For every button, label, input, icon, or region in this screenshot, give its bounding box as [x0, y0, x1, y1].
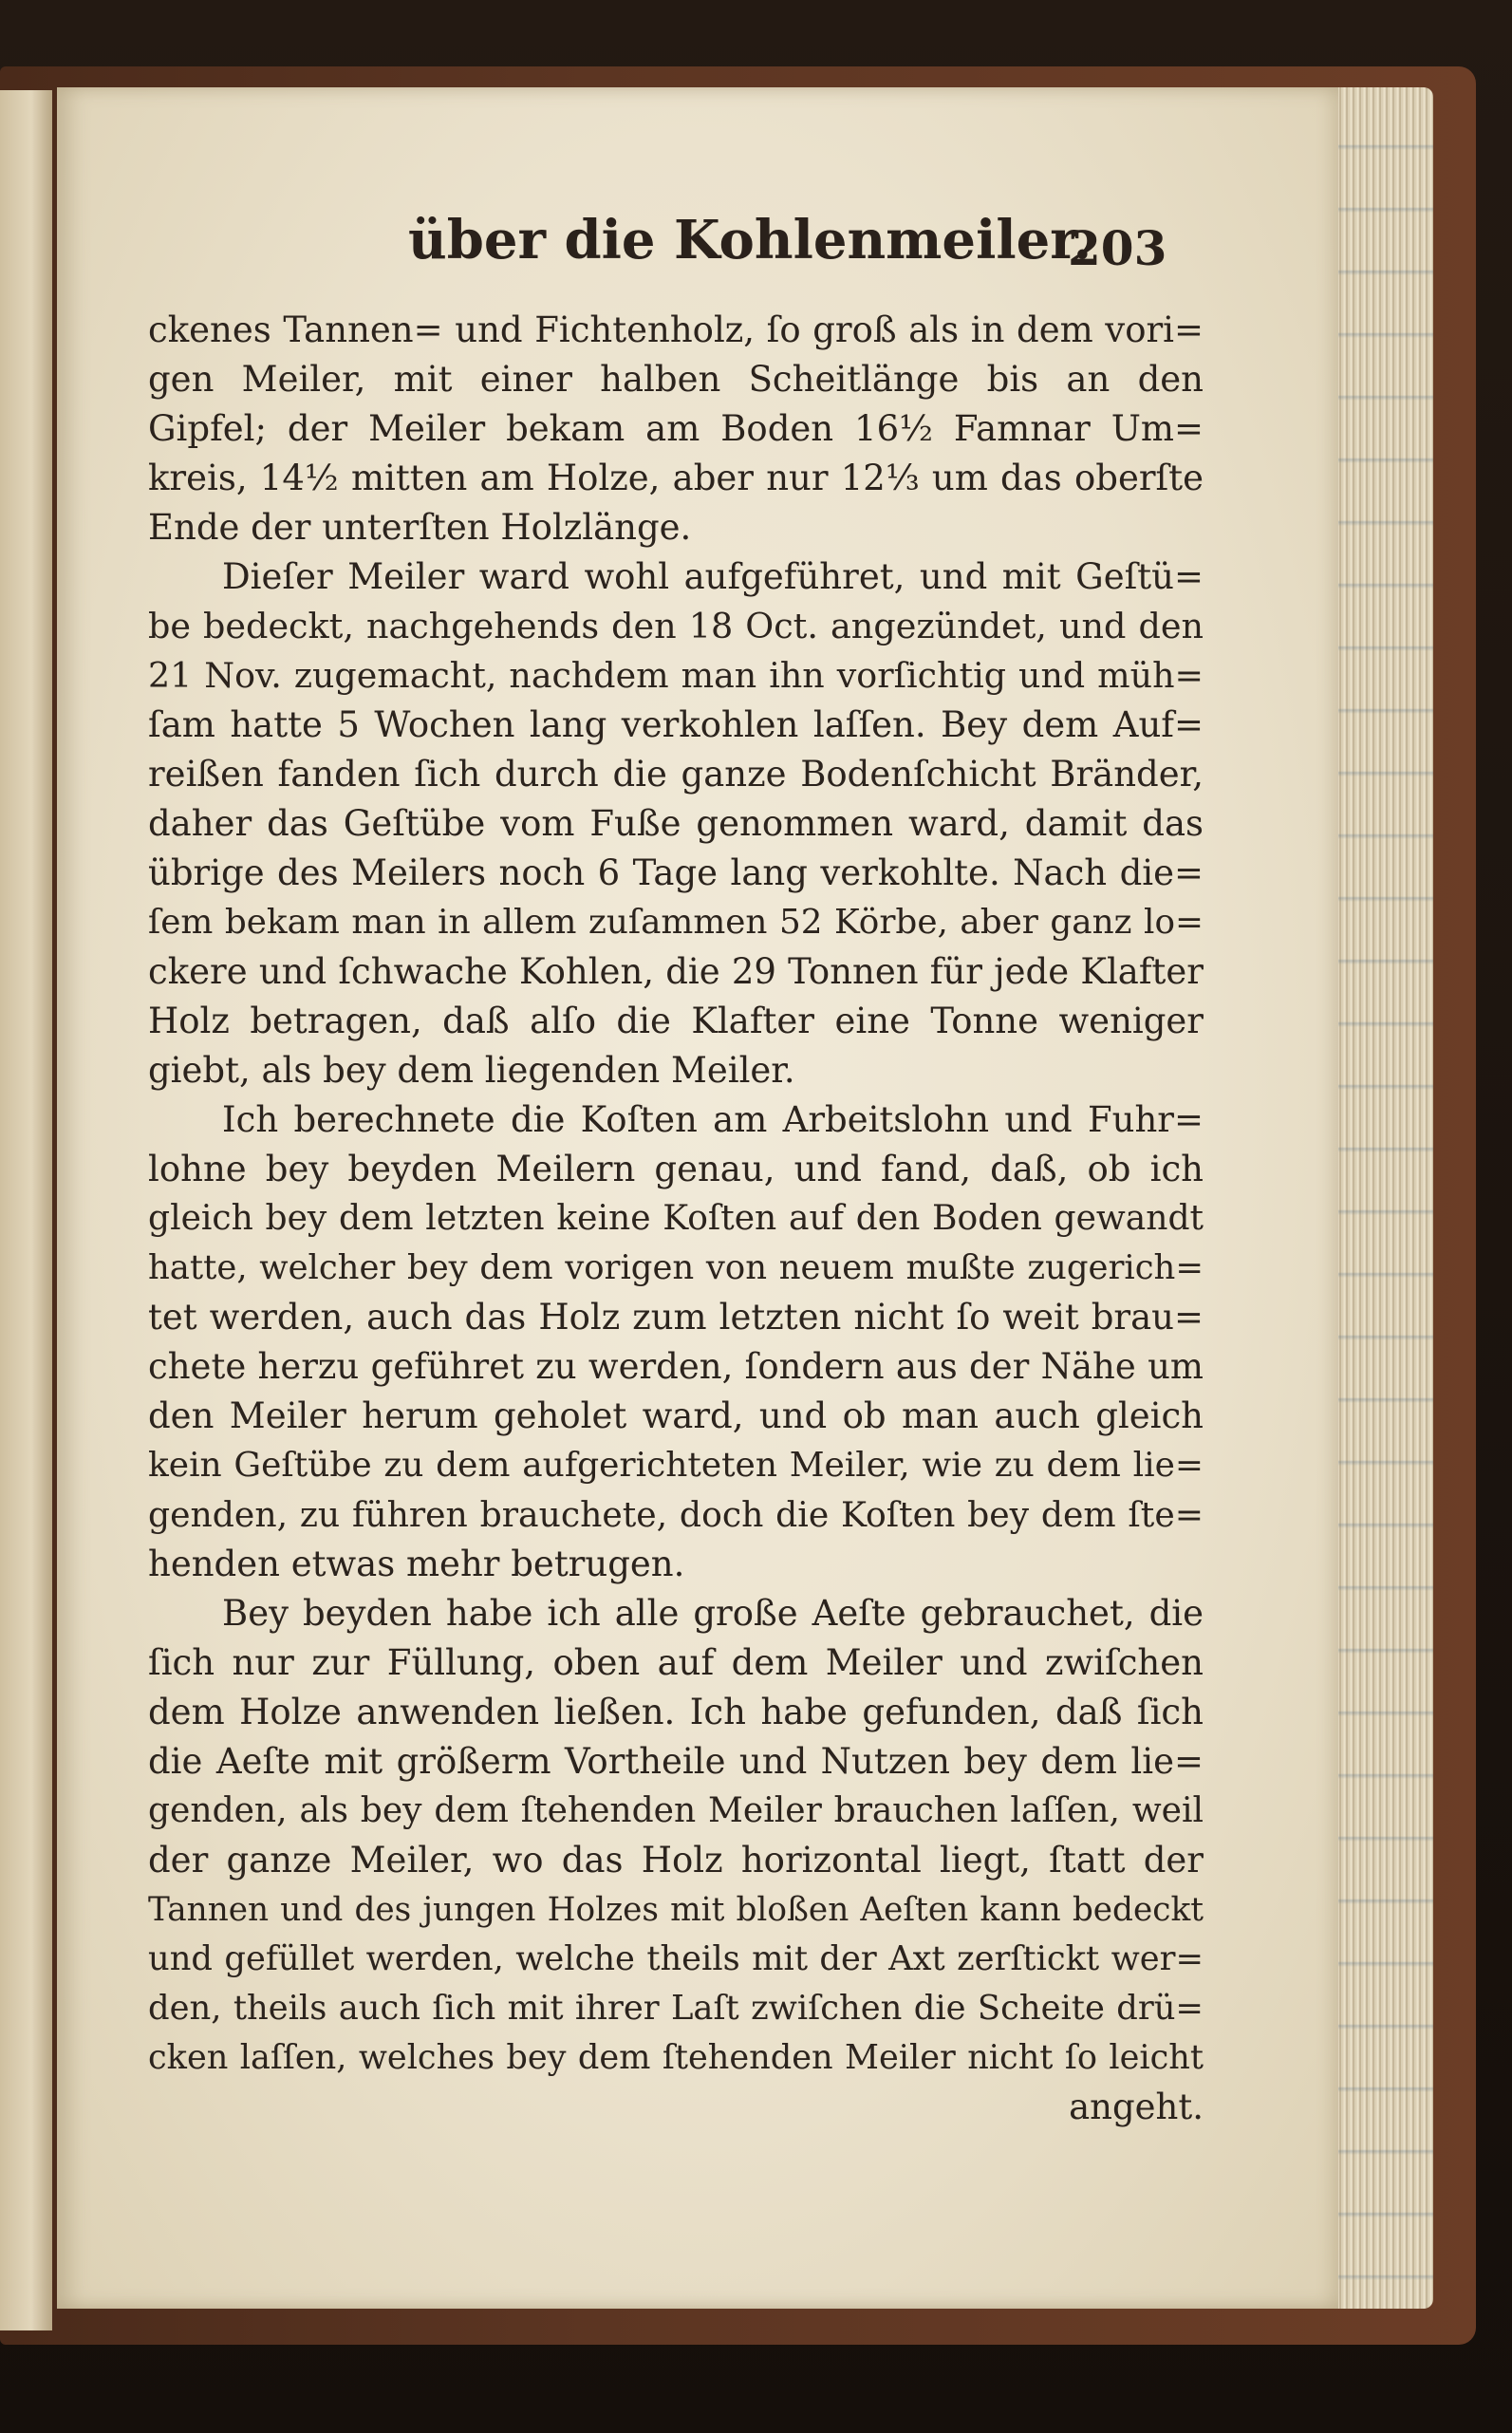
text-line: und gefüllet werden, welche theils mit der Axt zerſtickt wer= [148, 1939, 1204, 1978]
text-line: tet werden, auch das Holz zum letzten nicht ſo weit brau= [148, 1297, 1204, 1338]
text-line: Ende der unterſten Holzlänge. [148, 507, 692, 548]
text-line: gen Meiler, mit einer halben Scheitlänge bis an den [148, 359, 1204, 400]
text-line: genden, zu führen brauchete, doch die Koſten bey dem ſte= [148, 1494, 1204, 1535]
text-line: ckere und ſchwache Kohlen, die 29 Tonnen für jede Klafter [148, 951, 1204, 992]
previous-page-edge [0, 90, 52, 2330]
text-line: kreis, 14½ mitten am Holze, aber nur 12⅓ um das oberſte [148, 458, 1204, 498]
text-line: Dieſer Meiler ward wohl aufgeführet, und mit Geſtü= [222, 556, 1204, 597]
text-line: be bedeckt, nachgehends den 18 Oct. angezündet, und den [148, 606, 1204, 646]
text-line: Bey beyden habe ich alle große Aeſte gebrauchet, die [222, 1593, 1204, 1634]
text-line: die Aeſte mit größerm Vortheile und Nutzen bey dem lie= [148, 1741, 1204, 1782]
text-line: ſem bekam man in allem zuſammen 52 Körbe, aber ganz lo= [148, 903, 1204, 942]
text-line: den Meiler herum geholet ward, und ob man auch gleich [148, 1395, 1204, 1436]
text-line: gleich bey dem letzten keine Koſten auf den Boden gewandt [148, 1199, 1204, 1238]
text-line: chete herzu geführet zu werden, ſondern aus der Nähe um [148, 1346, 1204, 1387]
book-page [57, 87, 1338, 2309]
text-line: henden etwas mehr betrugen. [148, 1544, 685, 1584]
text-line: genden, als bey dem ſtehenden Meiler brauchen laſſen, weil [148, 1791, 1204, 1830]
text-line: 21 Nov. zugemacht, nachdem man ihn vorſichtig und müh= [148, 655, 1204, 696]
text-line: der ganze Meiler, wo das Holz horizontal liegt, ſtatt der [148, 1840, 1204, 1881]
text-line: Holz betragen, daß alſo die Klafter eine Tonne weniger [148, 1001, 1204, 1041]
text-line: cken laſſen, welches bey dem ſtehenden Meiler nicht ſo leicht [148, 2038, 1204, 2077]
text-line: reißen fanden ſich durch die ganze Bodenſchicht Bränder, [148, 754, 1204, 795]
text-line: kein Geſtübe zu dem aufgerichteten Meiler, wie zu dem lie= [148, 1446, 1204, 1485]
text-line: dem Holze anwenden ließen. Ich habe gefunden, daß ſich [148, 1692, 1204, 1732]
text-line: Ich berechnete die Koſten am Arbeitslohn und Fuhr= [222, 1099, 1204, 1140]
text-line: Tannen und des jungen Holzes mit bloßen Aeſten kann bedeckt [148, 1891, 1204, 1929]
text-line: daher das Geſtübe vom Fuße genommen ward, damit das [148, 803, 1204, 844]
catchword: angeht. [1069, 2087, 1204, 2127]
body-text [148, 306, 1204, 2132]
running-title: über die Kohlenmeiler. [408, 209, 1092, 271]
text-line: Gipfel; der Meiler bekam am Boden 16½ Famnar Um= [148, 408, 1204, 449]
text-line: ckenes Tannen= und Fichtenholz, ſo groß als in dem vori= [148, 309, 1204, 350]
text-line: den, theils auch ſich mit ihrer Laſt zwiſchen die Scheite drü= [148, 1989, 1204, 2028]
text-line: ſich nur zur Füllung, oben auf dem Meiler und zwiſchen [148, 1642, 1204, 1683]
text-line: ſam hatte 5 Wochen lang verkohlen laſſen. Bey dem Auf= [148, 704, 1204, 745]
page-number: 203 [1068, 220, 1167, 276]
text-line: hatte, welcher bey dem vorigen von neuem mußte zugerich= [148, 1248, 1204, 1287]
page-edges [1329, 87, 1433, 2309]
text-line: lohne bey beyden Meilern genau, und fand, daß, ob ich [148, 1149, 1204, 1189]
text-line: übrige des Meilers noch 6 Tage lang verkohlte. Nach die= [148, 852, 1204, 893]
text-line: giebt, als bey dem liegenden Meiler. [148, 1050, 795, 1091]
